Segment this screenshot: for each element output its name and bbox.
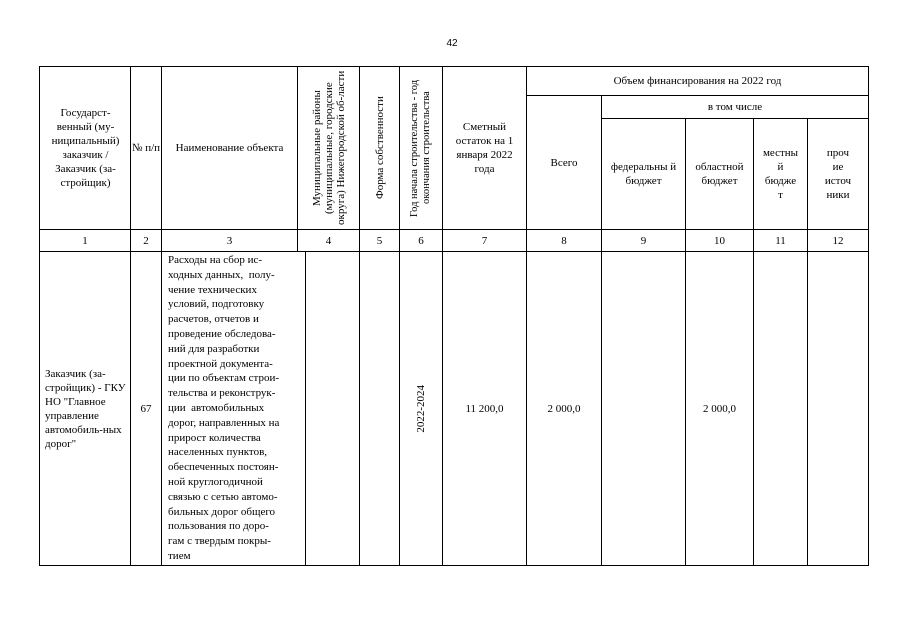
table-border-left: [39, 66, 40, 566]
row-object-name: [168, 253, 308, 565]
row-federal: [602, 252, 685, 565]
header-other: проч ие источ ники: [824, 147, 852, 201]
header-ownership: Форма собственности: [373, 96, 386, 200]
object-name-line: чение технических: [168, 283, 257, 296]
column-number: 1: [82, 234, 88, 247]
object-name-line: расчетов, отчетов и: [168, 313, 259, 326]
header-years: Год начала строительства - год окончания строительства: [409, 79, 432, 217]
object-name-line: связью с сетью автомо-: [168, 490, 278, 503]
header-total: Всего: [550, 156, 578, 169]
row-years: 2022-2024: [415, 384, 427, 433]
object-name-line: ной круглогодичной: [168, 475, 263, 488]
object-name-line: тием: [168, 549, 191, 562]
column-number: 8: [561, 234, 567, 247]
column-number: 9: [640, 234, 647, 247]
object-name-line: проектной документа-: [168, 357, 273, 370]
financing-table: [39, 66, 869, 566]
header-ownership-cell: [360, 67, 399, 229]
header-years-cell: [400, 67, 442, 229]
row-regional: 2 000,0: [703, 402, 736, 415]
row-years-cell: [400, 252, 442, 565]
object-name-line: гам с твердым покры-: [168, 535, 271, 548]
page-number: 42: [446, 38, 458, 49]
row-total: 2 000,0: [547, 402, 581, 415]
header-customer: Государст-венный (му-ниципальный) заказчик / Заказчик (за-стройщик): [51, 107, 120, 189]
object-name-line: дорог, направленных на: [168, 416, 280, 429]
header-local: местны й бюдже т: [762, 147, 799, 201]
column-number: 2: [143, 234, 149, 247]
header-federal: федеральны й бюджет: [610, 161, 677, 187]
header-districts: Муниципальные районы (муниципальные, городские округа) Нижегородской об-ласти: [310, 70, 347, 226]
row-districts: [306, 252, 359, 565]
object-name-line: ции по объектам строи-: [168, 372, 280, 385]
column-number: 6: [418, 234, 424, 247]
object-name-line: прирост количества: [168, 431, 261, 444]
object-name-line: ции автомобильных: [168, 401, 265, 414]
header-regional: областной бюджет: [695, 161, 744, 187]
header-remaining: Сметный остаток на 1 января 2022 года: [455, 121, 514, 175]
row-customer: Заказчик (за-стройщик) - ГКУ НО "Главное управление автомобиль-ных дорог": [45, 367, 126, 450]
object-name-line: условий, подготовку: [168, 298, 265, 311]
column-number: 10: [714, 234, 725, 247]
object-name-line: проведение обследова-: [168, 327, 276, 340]
table-border-bottom: [39, 565, 869, 566]
row-local: [754, 252, 807, 565]
header-funding: Объем финансирования на 2022 год: [613, 75, 782, 87]
header-including: в том числе: [707, 101, 763, 113]
row-other: [808, 252, 868, 565]
object-name-line: обеспеченных постоян-: [168, 461, 279, 474]
row-remaining: 11 200,0: [465, 402, 504, 415]
object-name-line: ний для разработки: [168, 342, 260, 355]
object-name-line: тельства и реконструк-: [168, 387, 276, 400]
header-object-name: Наименование объекта: [175, 142, 284, 154]
table-border-right: [868, 66, 869, 566]
object-name-line: пользования по доро-: [168, 520, 269, 533]
column-number: 5: [376, 234, 383, 247]
object-name-line: ходных данных, полу-: [168, 268, 275, 281]
object-name-line: бильных дорог общего: [168, 505, 276, 518]
object-name-line: населенных пунктов,: [168, 446, 268, 459]
column-number: 3: [226, 234, 233, 247]
column-number: 4: [325, 234, 332, 247]
row-ownership: [360, 252, 399, 565]
column-number: 11: [775, 234, 786, 247]
column-number: 7: [481, 234, 488, 247]
column-number: 12: [832, 234, 844, 247]
header-num: № п/п: [131, 142, 161, 154]
row-num: 67: [140, 402, 152, 415]
header-districts-cell: [298, 67, 359, 229]
object-name-line: Расходы на сбор ис-: [168, 254, 263, 266]
